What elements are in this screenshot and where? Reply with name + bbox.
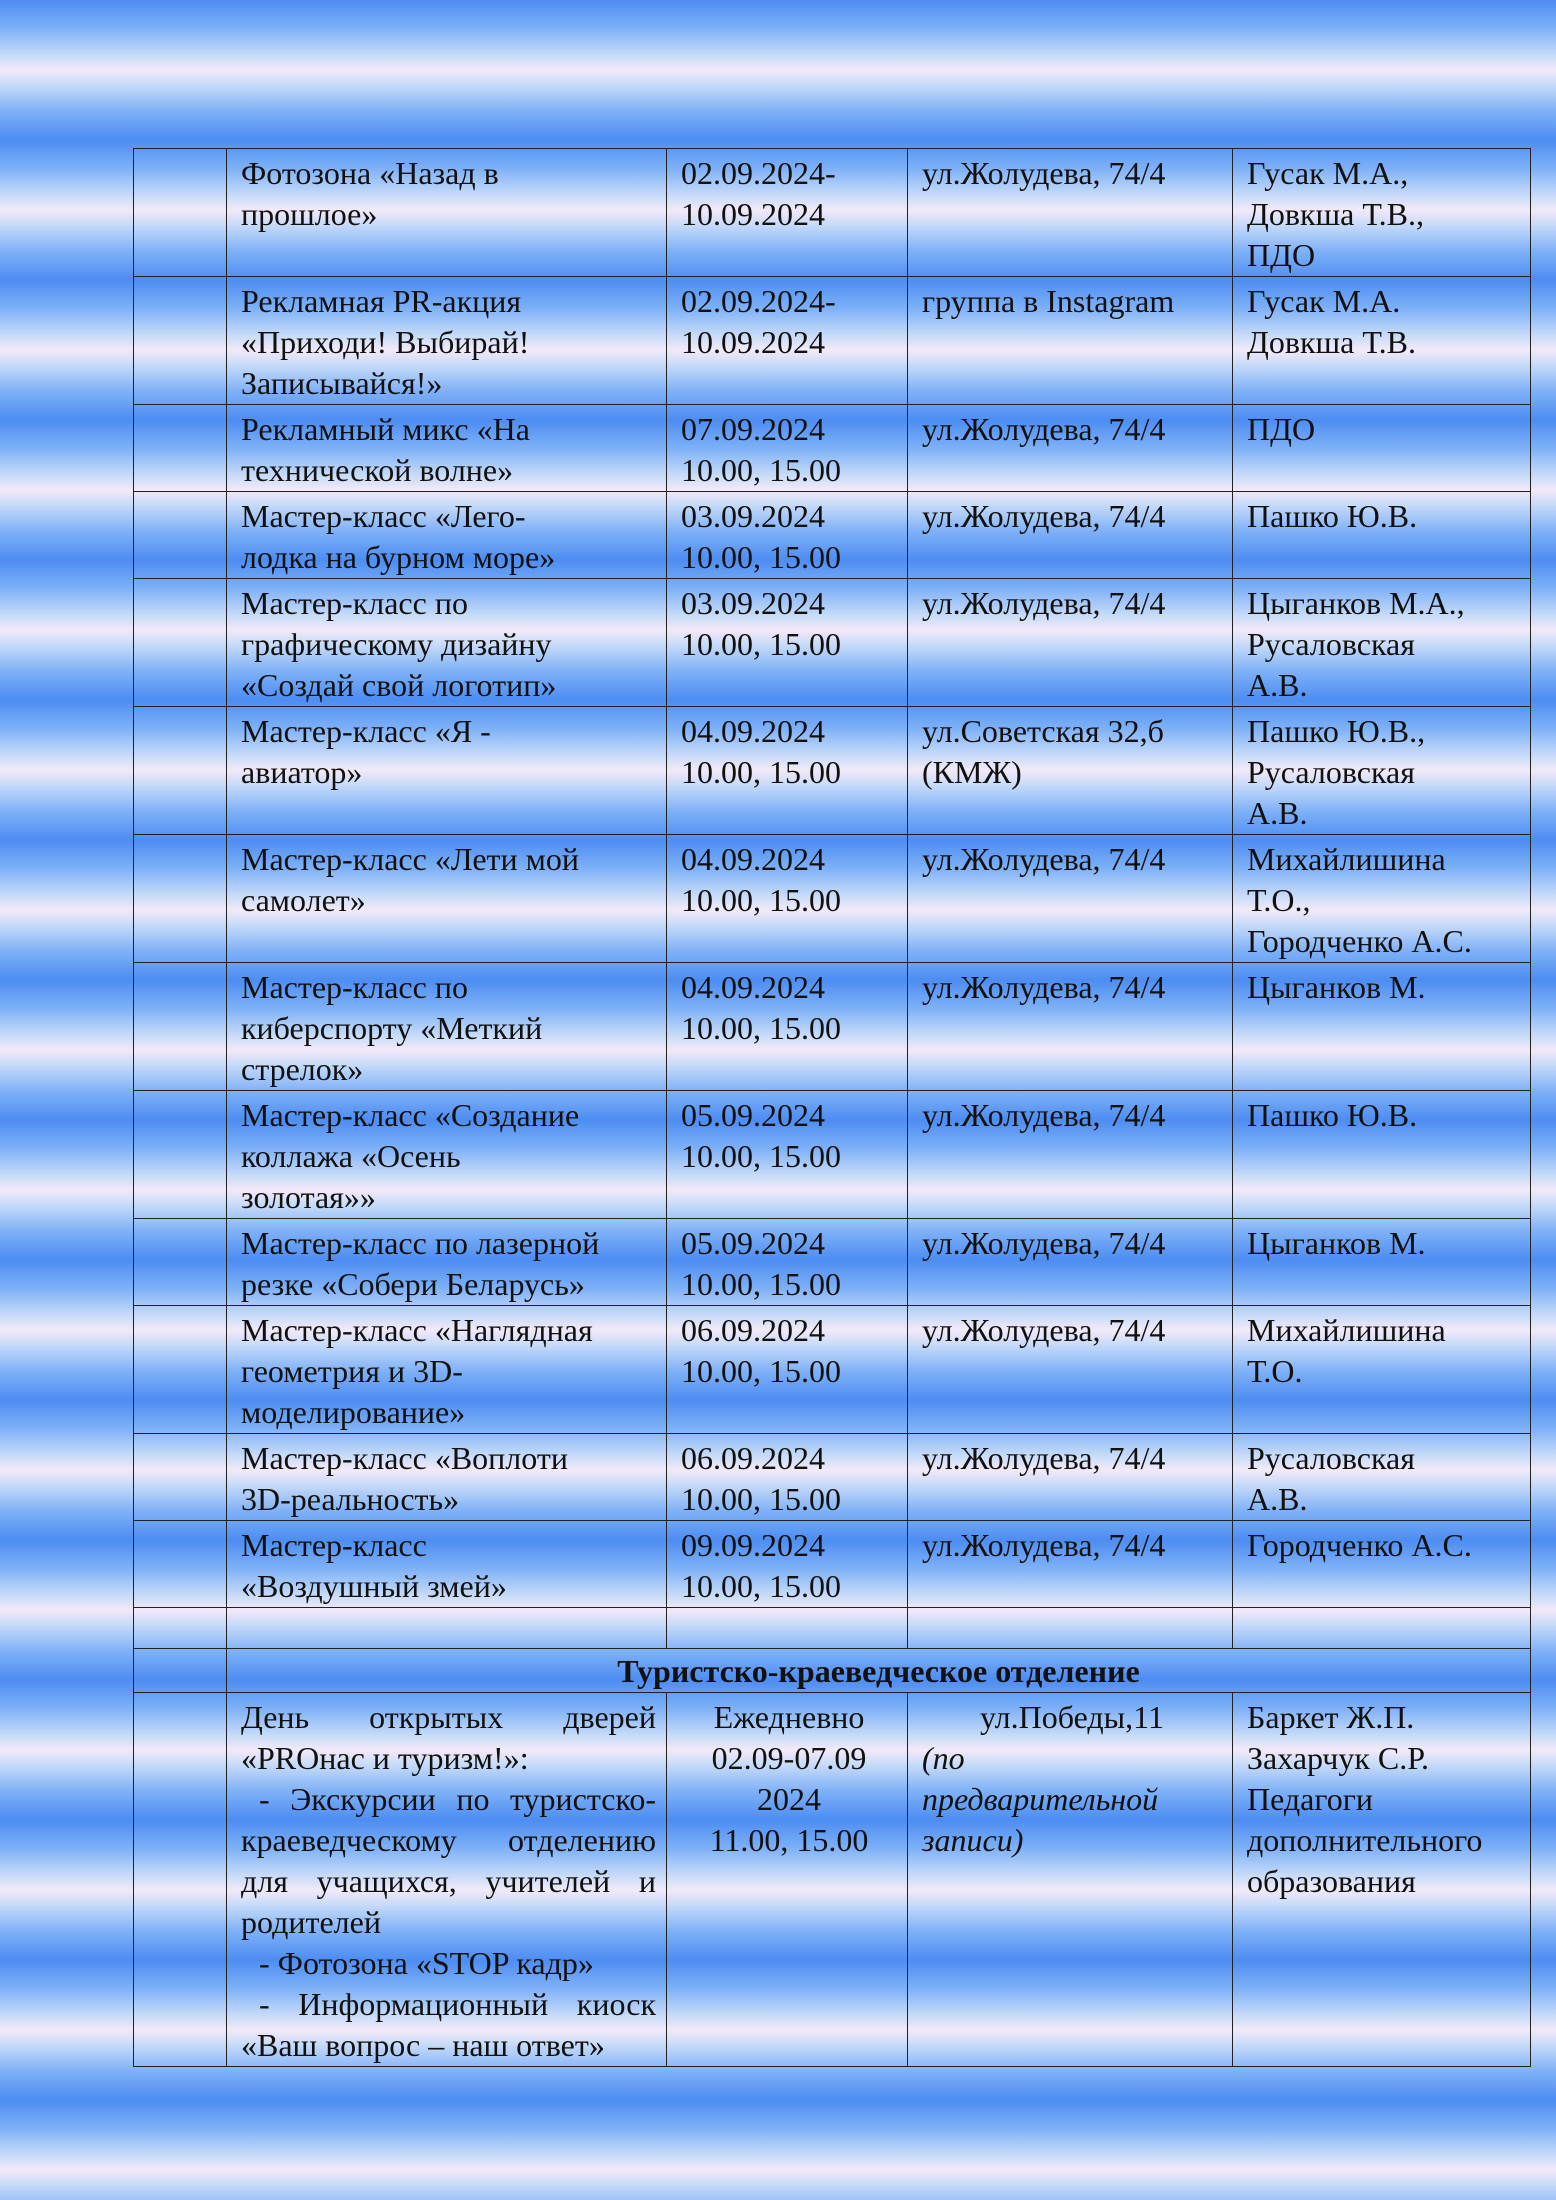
event-cell — [227, 835, 667, 963]
table-row — [134, 1306, 1531, 1434]
date-line: 09.09.2024 — [681, 1527, 825, 1563]
date-line: 10.00, 15.00 — [681, 1138, 841, 1174]
date-line: 06.09.2024 — [681, 1312, 825, 1348]
table-row — [134, 1434, 1531, 1521]
open-day-responsible-line: Педагоги — [1247, 1781, 1373, 1817]
table-row — [134, 405, 1531, 492]
date-line: 05.09.2024 — [681, 1225, 825, 1261]
number-cell — [134, 277, 227, 405]
place-line: ул.Жолудева, 74/4 — [922, 1225, 1166, 1261]
event-line: Мастер-класс «Я - — [241, 713, 491, 749]
open-day-item-1-rest: краеведческому отделению для учащихся, учителей и родителей — [241, 1822, 656, 1940]
responsible-line: Довкша Т.В. — [1247, 324, 1417, 360]
open-day-row — [134, 1693, 1531, 2067]
table-row — [134, 277, 1531, 405]
responsible-line: Русаловская — [1247, 626, 1415, 662]
place-cell — [908, 579, 1233, 707]
responsible-line: Цыганков М. — [1247, 1225, 1426, 1261]
date-cell — [667, 579, 908, 707]
table-row — [134, 492, 1531, 579]
event-line: киберспорту «Меткий — [241, 1010, 543, 1046]
empty-cell — [134, 1608, 227, 1649]
event-cell — [227, 1521, 667, 1608]
event-line: Мастер-класс по лазерной — [241, 1225, 600, 1261]
responsible-line: Русаловская — [1247, 1440, 1415, 1476]
date-line: 10.00, 15.00 — [681, 1481, 841, 1517]
event-cell — [227, 405, 667, 492]
event-line: «Воздушный змей» — [241, 1568, 507, 1604]
event-cell — [227, 707, 667, 835]
responsible-line: Цыганков М. — [1247, 969, 1426, 1005]
date-cell — [667, 963, 908, 1091]
place-line: ул.Жолудева, 74/4 — [922, 498, 1166, 534]
place-line: ул.Жолудева, 74/4 — [922, 585, 1166, 621]
date-line: 10.00, 15.00 — [681, 1568, 841, 1604]
place-line: ул.Жолудева, 74/4 — [922, 841, 1166, 877]
table-row — [134, 963, 1531, 1091]
responsible-line: Городченко А.С. — [1247, 1527, 1472, 1563]
open-day-title-1: День открытых дверей — [241, 1699, 656, 1735]
responsible-line: ПДО — [1247, 411, 1316, 447]
event-line: «Создай свой логотип» — [241, 667, 557, 703]
number-cell — [134, 835, 227, 963]
number-cell — [134, 492, 227, 579]
responsible-line: Русаловская — [1247, 754, 1415, 790]
event-line: геометрия и 3D- — [241, 1353, 463, 1389]
event-line: Мастер-класс «Наглядная — [241, 1312, 593, 1348]
responsible-line: Пашко Ю.В. — [1247, 498, 1418, 534]
empty-cell — [1233, 1608, 1531, 1649]
responsible-cell — [1233, 405, 1531, 492]
open-day-item-3-line-1: - Информационный киоск — [259, 1986, 656, 2022]
number-cell — [134, 1521, 227, 1608]
event-cell — [227, 149, 667, 277]
responsible-cell — [1233, 963, 1531, 1091]
event-line: графическому дизайну — [241, 626, 552, 662]
place-line: ул.Жолудева, 74/4 — [922, 1440, 1166, 1476]
date-line: 10.09.2024 — [681, 324, 825, 360]
responsible-line: А.В. — [1247, 1481, 1308, 1517]
schedule-table — [133, 148, 1531, 2067]
date-line: 02.09.2024- — [681, 283, 836, 319]
date-line: 03.09.2024 — [681, 498, 825, 534]
table-row — [134, 1091, 1531, 1219]
date-line: 10.00, 15.00 — [681, 882, 841, 918]
open-day-date — [667, 1693, 908, 2067]
date-cell — [667, 1306, 908, 1434]
responsible-line: А.В. — [1247, 667, 1308, 703]
responsible-line: Гусак М.А., — [1247, 155, 1409, 191]
responsible-cell — [1233, 1521, 1531, 1608]
open-day-date-line: Ежедневно — [713, 1699, 865, 1735]
date-line: 06.09.2024 — [681, 1440, 825, 1476]
section-title: Туристско-краеведческое отделение — [227, 1649, 1531, 1693]
responsible-line: ПДО — [1247, 237, 1316, 273]
open-day-item-2: - Фотозона «STOP кадр» — [259, 1945, 594, 1981]
date-cell — [667, 1521, 908, 1608]
place-cell — [908, 963, 1233, 1091]
open-day-place — [908, 1693, 1233, 2067]
open-day-place-note: предварительной — [922, 1781, 1159, 1817]
event-cell — [227, 1306, 667, 1434]
responsible-line: Довкша Т.В., — [1247, 196, 1425, 232]
responsible-cell — [1233, 492, 1531, 579]
open-day-place-note: записи) — [922, 1822, 1024, 1858]
responsible-line: Т.О. — [1247, 1353, 1303, 1389]
responsible-cell — [1233, 1306, 1531, 1434]
place-cell — [908, 277, 1233, 405]
place-line: группа в Instagram — [922, 283, 1175, 319]
date-line: 02.09.2024- — [681, 155, 836, 191]
table-row — [134, 835, 1531, 963]
number-cell — [134, 963, 227, 1091]
open-day-item-1-line-1: - Экскурсии по туристско- — [259, 1781, 656, 1817]
responsible-cell — [1233, 579, 1531, 707]
place-cell — [908, 1219, 1233, 1306]
responsible-cell — [1233, 1219, 1531, 1306]
empty-cell — [667, 1608, 908, 1649]
open-day-title-2: «PROнас и туризм!»: — [241, 1740, 529, 1776]
open-day-date-line: 11.00, 15.00 — [709, 1822, 869, 1858]
responsible-line: Михайлишина — [1247, 841, 1446, 877]
date-line: 10.09.2024 — [681, 196, 825, 232]
open-day-item-3-line-2: «Ваш вопрос – наш ответ» — [241, 2027, 605, 2063]
event-line: «Приходи! Выбирай! — [241, 324, 530, 360]
open-day-responsible — [1233, 1693, 1531, 2067]
section-header-row — [134, 1649, 1531, 1693]
date-line: 04.09.2024 — [681, 969, 825, 1005]
date-cell — [667, 1434, 908, 1521]
responsible-cell — [1233, 149, 1531, 277]
event-line: моделирование» — [241, 1394, 466, 1430]
place-cell — [908, 1434, 1233, 1521]
responsible-cell — [1233, 277, 1531, 405]
place-cell — [908, 1306, 1233, 1434]
empty-cell — [227, 1608, 667, 1649]
number-cell — [134, 1649, 227, 1693]
event-cell — [227, 579, 667, 707]
event-cell — [227, 277, 667, 405]
responsible-cell — [1233, 707, 1531, 835]
table-row — [134, 707, 1531, 835]
responsible-line: Пашко Ю.В., — [1247, 713, 1426, 749]
event-line: Мастер-класс — [241, 1527, 427, 1563]
place-line: (КМЖ) — [922, 754, 1022, 790]
event-cell — [227, 1219, 667, 1306]
event-cell — [227, 1091, 667, 1219]
event-line: Мастер-класс «Лети мой — [241, 841, 579, 877]
date-cell — [667, 277, 908, 405]
open-day-responsible-line: образования — [1247, 1863, 1416, 1899]
open-day-responsible-line: Баркет Ж.П. — [1247, 1699, 1415, 1735]
date-line: 10.00, 15.00 — [681, 1353, 841, 1389]
table-row — [134, 579, 1531, 707]
responsible-line: Михайлишина — [1247, 1312, 1446, 1348]
date-line: 10.00, 15.00 — [681, 452, 841, 488]
date-cell — [667, 492, 908, 579]
date-line: 10.00, 15.00 — [681, 626, 841, 662]
responsible-line: Цыганков М.А., — [1247, 585, 1465, 621]
date-cell — [667, 1219, 908, 1306]
event-line: стрелок» — [241, 1051, 364, 1087]
date-cell — [667, 1091, 908, 1219]
empty-cell — [908, 1608, 1233, 1649]
number-cell — [134, 1219, 227, 1306]
event-line: резке «Собери Беларусь» — [241, 1266, 585, 1302]
event-line: Мастер-класс по — [241, 585, 468, 621]
table-row — [134, 149, 1531, 277]
event-line: Рекламная PR-акция — [241, 283, 522, 319]
section-body — [134, 1608, 1531, 2067]
place-cell — [908, 1091, 1233, 1219]
date-cell — [667, 835, 908, 963]
number-cell — [134, 579, 227, 707]
event-cell — [227, 492, 667, 579]
event-cell — [227, 963, 667, 1091]
place-line: ул.Советская 32,б — [922, 713, 1164, 749]
event-line: лодка на бурном море» — [241, 539, 556, 575]
number-cell — [134, 1693, 227, 2067]
open-day-responsible-line: дополнительного — [1247, 1822, 1483, 1858]
responsible-cell — [1233, 1434, 1531, 1521]
place-line: ул.Жолудева, 74/4 — [922, 411, 1166, 447]
date-cell — [667, 405, 908, 492]
event-line: коллажа «Осень — [241, 1138, 461, 1174]
open-day-date-line: 2024 — [757, 1781, 821, 1817]
place-cell — [908, 149, 1233, 277]
event-line: Мастер-класс «Создание — [241, 1097, 580, 1133]
responsible-line: Городченко А.С. — [1247, 923, 1472, 959]
event-line: Рекламный микс «На — [241, 411, 530, 447]
place-cell — [908, 1521, 1233, 1608]
place-cell — [908, 707, 1233, 835]
number-cell — [134, 405, 227, 492]
date-line: 04.09.2024 — [681, 713, 825, 749]
event-cell — [227, 1434, 667, 1521]
event-line: прошлое» — [241, 196, 378, 232]
open-day-responsible-line: Захарчук С.Р. — [1247, 1740, 1429, 1776]
event-line: технической волне» — [241, 452, 514, 488]
event-line: Фотозона «Назад в — [241, 155, 499, 191]
responsible-cell — [1233, 835, 1531, 963]
place-line: ул.Жолудева, 74/4 — [922, 1527, 1166, 1563]
empty-row — [134, 1608, 1531, 1649]
place-line: ул.Жолудева, 74/4 — [922, 1312, 1166, 1348]
event-line: самолет» — [241, 882, 366, 918]
open-day-event — [227, 1693, 667, 2067]
table-row — [134, 1219, 1531, 1306]
number-cell — [134, 1091, 227, 1219]
responsible-line: Гусак М.А. — [1247, 283, 1401, 319]
date-line: 10.00, 15.00 — [681, 1266, 841, 1302]
schedule-rows — [134, 149, 1531, 1608]
event-line: Мастер-класс «Лего- — [241, 498, 526, 534]
place-line: ул.Жолудева, 74/4 — [922, 1097, 1166, 1133]
event-line: Мастер-класс по — [241, 969, 468, 1005]
place-cell — [908, 492, 1233, 579]
date-line: 07.09.2024 — [681, 411, 825, 447]
open-day-place-note: (по — [922, 1740, 965, 1776]
event-line: золотая»» — [241, 1179, 376, 1215]
responsible-line: А.В. — [1247, 795, 1308, 831]
date-line: 10.00, 15.00 — [681, 1010, 841, 1046]
event-line: авиатор» — [241, 754, 363, 790]
number-cell — [134, 707, 227, 835]
number-cell — [134, 1306, 227, 1434]
responsible-line: Пашко Ю.В. — [1247, 1097, 1418, 1133]
date-line: 05.09.2024 — [681, 1097, 825, 1133]
place-line: ул.Жолудева, 74/4 — [922, 969, 1166, 1005]
date-line: 03.09.2024 — [681, 585, 825, 621]
place-line: ул.Жолудева, 74/4 — [922, 155, 1166, 191]
number-cell — [134, 149, 227, 277]
table-row — [134, 1521, 1531, 1608]
responsible-line: Т.О., — [1247, 882, 1311, 918]
place-cell — [908, 835, 1233, 963]
open-day-place-address: ул.Победы,11 — [980, 1699, 1164, 1735]
date-cell — [667, 149, 908, 277]
number-cell — [134, 1434, 227, 1521]
responsible-cell — [1233, 1091, 1531, 1219]
date-line: 10.00, 15.00 — [681, 539, 841, 575]
open-day-date-line: 02.09-07.09 — [711, 1740, 867, 1776]
date-line: 10.00, 15.00 — [681, 754, 841, 790]
place-cell — [908, 405, 1233, 492]
date-line: 04.09.2024 — [681, 841, 825, 877]
date-cell — [667, 707, 908, 835]
event-line: Записывайся!» — [241, 365, 443, 401]
event-line: Мастер-класс «Воплоти — [241, 1440, 568, 1476]
event-line: 3D-реальность» — [241, 1481, 460, 1517]
